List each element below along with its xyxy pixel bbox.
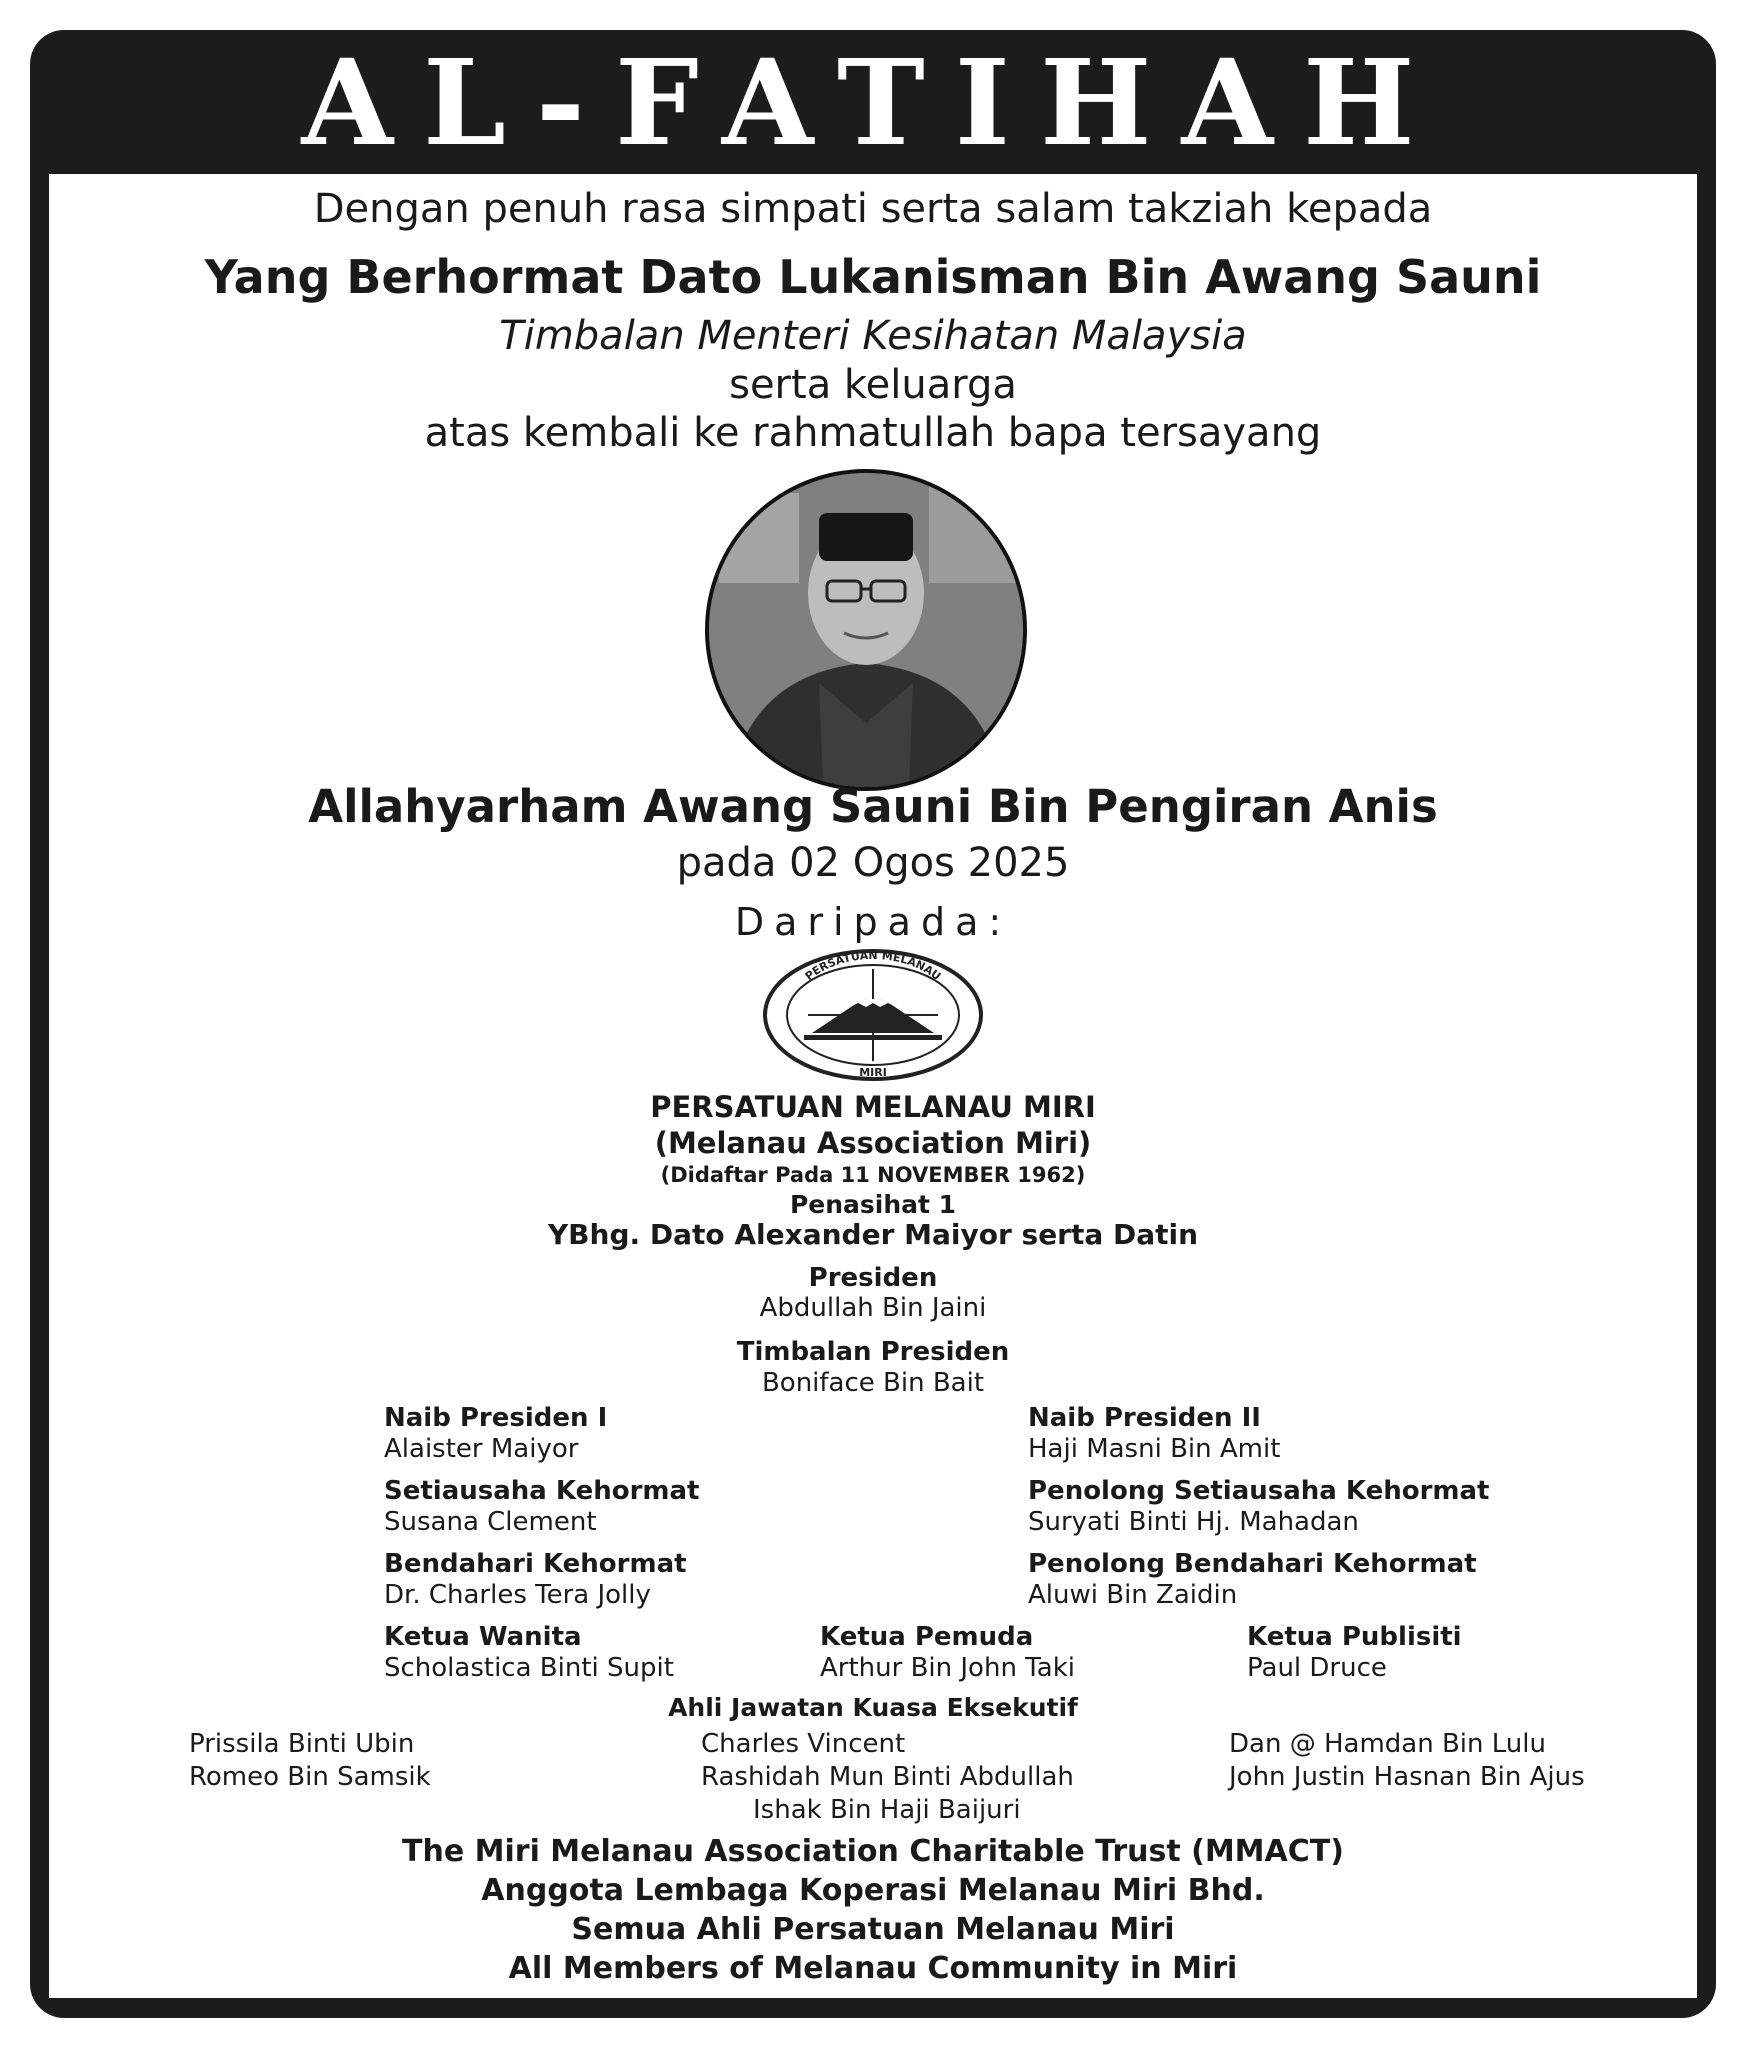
logo-top-text: PERSATUAN MELANAU — [802, 948, 944, 983]
committee-member — [1028, 1403, 1280, 1465]
executive-member: John Justin Hasnan Bin Ajus — [1229, 1762, 1585, 1792]
portrait-illustration — [709, 473, 1023, 787]
executive-member: Charles Vincent — [701, 1729, 906, 1759]
committee-name: Susana Clement — [384, 1507, 597, 1537]
footer-line: Anggota Lembaga Koperasi Melanau Miri Bhd. — [481, 1873, 1265, 1908]
advisor-name: YBhg. Dato Alexander Maiyor serta Datin — [547, 1218, 1199, 1251]
committee-role: Penolong Setiausaha Kehormat — [1028, 1476, 1490, 1506]
date-of-passing: pada 02 Ogos 2025 — [676, 840, 1070, 886]
logo-bottom-text: MIRI — [859, 1066, 887, 1079]
passing-line: atas kembali ke rahmatullah bapa tersayang — [424, 410, 1322, 456]
executive-member: Ishak Bin Haji Baijuri — [753, 1795, 1021, 1825]
committee-role: Ketua Pemuda — [820, 1622, 1034, 1652]
executive-list-middle — [701, 1728, 1074, 1827]
president-title: Presiden — [808, 1263, 938, 1293]
committee-member — [1028, 1549, 1477, 1611]
executive-committee-title: Ahli Jawatan Kuasa Eksekutif — [668, 1693, 1078, 1722]
committee-name: Haji Masni Bin Amit — [1028, 1434, 1281, 1464]
registration-date: (Didaftar Pada 11 NOVEMBER 1962) — [660, 1163, 1086, 1187]
committee-role: Setiausaha Kehormat — [384, 1476, 700, 1506]
committee-member — [384, 1403, 607, 1465]
committee-name: Alaister Maiyor — [384, 1434, 579, 1464]
footer-line: All Members of Melanau Community in Miri — [508, 1951, 1238, 1986]
association-logo — [762, 947, 984, 1083]
recipient-title: Timbalan Menteri Kesihatan Malaysia — [499, 313, 1247, 359]
committee-name: Scholastica Binti Supit — [384, 1653, 674, 1683]
condolence-line: Dengan penuh rasa simpati serta salam takziah kepada — [313, 186, 1433, 232]
committee-name: Dr. Charles Tera Jolly — [384, 1580, 651, 1610]
committee-member — [384, 1622, 674, 1684]
committee-role: Penolong Bendahari Kehormat — [1028, 1549, 1477, 1579]
committee-role: Ketua Wanita — [384, 1622, 582, 1652]
melanau-logo-emblem — [762, 947, 984, 1083]
executive-list-right — [1229, 1728, 1585, 1794]
committee-name: Paul Druce — [1247, 1653, 1387, 1683]
executive-member: Romeo Bin Samsik — [189, 1762, 431, 1792]
footer-line: The Miri Melanau Association Charitable Trust (MMACT) — [402, 1834, 1344, 1869]
association-name: PERSATUAN MELANAU MIRI — [650, 1090, 1096, 1124]
president-name: Abdullah Bin Jaini — [759, 1293, 987, 1323]
deceased-portrait — [705, 469, 1027, 791]
recipient-name: Yang Berhormat Dato Lukanisman Bin Awang Sauni — [204, 250, 1542, 304]
committee-role: Naib Presiden I — [384, 1403, 608, 1433]
committee-member — [820, 1622, 1075, 1684]
committee-member — [384, 1476, 699, 1538]
committee-role: Naib Presiden II — [1028, 1403, 1261, 1433]
committee-name: Suryati Binti Hj. Mahadan — [1028, 1507, 1359, 1537]
committee-member — [384, 1549, 687, 1611]
deputy-president-name: Boniface Bin Bait — [761, 1368, 985, 1398]
association-english-name: (Melanau Association Miri) — [654, 1126, 1092, 1160]
executive-member: Rashidah Mun Binti Abdullah — [701, 1762, 1074, 1792]
committee-name: Aluwi Bin Zaidin — [1028, 1580, 1238, 1610]
executive-member: Prissila Binti Ubin — [189, 1729, 415, 1759]
deputy-president-title: Timbalan Presiden — [736, 1337, 1010, 1367]
executive-member: Dan @ Hamdan Bin Lulu — [1229, 1729, 1546, 1759]
family-line: serta keluarga — [729, 362, 1017, 408]
committee-member — [1247, 1622, 1462, 1684]
footer-line: Semua Ahli Persatuan Melanau Miri — [571, 1912, 1175, 1947]
executive-list-left — [189, 1728, 431, 1794]
advisor-title: Penasihat 1 — [789, 1190, 957, 1219]
title-banner: AL-FATIHAH — [301, 33, 1445, 172]
committee-role: Bendahari Kehormat — [384, 1549, 687, 1579]
committee-member — [1028, 1476, 1489, 1538]
from-label: Daripada: — [734, 900, 1012, 944]
deceased-name: Allahyarham Awang Sauni Bin Pengiran Anis — [308, 780, 1438, 833]
committee-role: Ketua Publisiti — [1247, 1622, 1462, 1652]
committee-name: Arthur Bin John Taki — [820, 1653, 1075, 1683]
